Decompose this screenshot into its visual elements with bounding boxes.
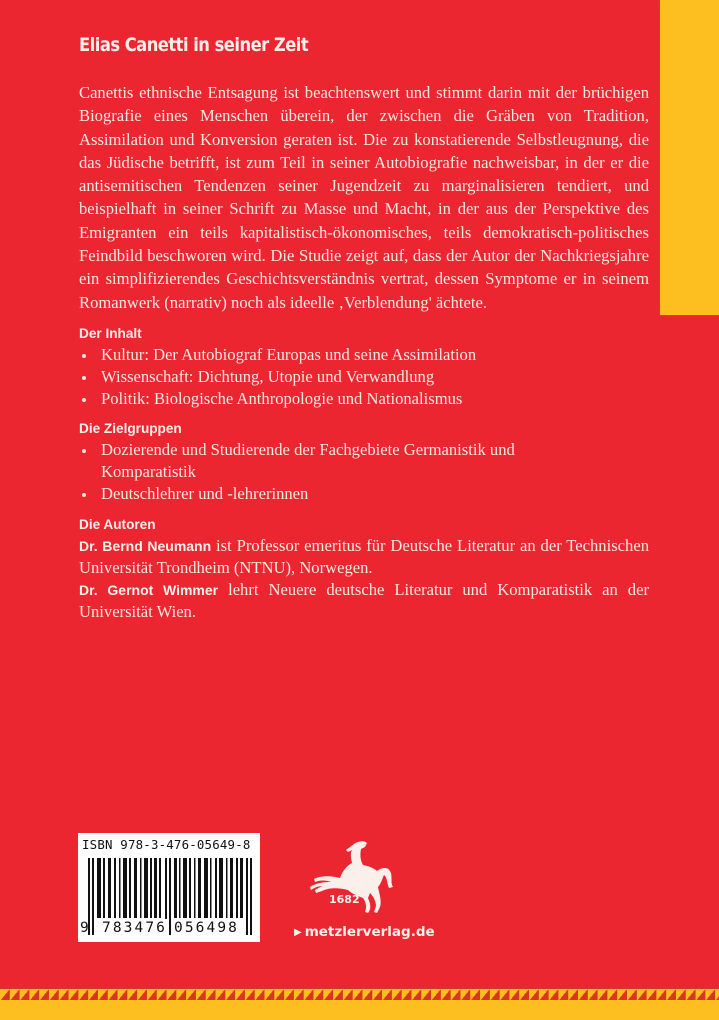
section-heading: Die Autoren xyxy=(79,516,156,532)
description-paragraph: Canettis ethnische Entsagung ist beachtenswert und stimmt darin mit der brüchigen Biografie eines Menschen überein, der zwischen die Gräben von Tradition, Assimilation und Konversion geraten ist. Die zu konstatierende Selbstleugnung, die das Jüdische betrifft, ist zum Teil in seiner Autobiografie nachweisbar, in der er die antisemitischen Tendenzen seiner Jugendzeit zu marginalisieren tendiert, und beispielhaft in seiner Schrift zu Masse und Macht, in der aus der Perspektive des Emigranten ein teils kapitalistisch-ökonomisches, teils demokratisch-politisches Feindbild beschworen wird. Die Studie zeigt auf, dass der Autor der Nachkriegsjahre ein simplifizierendes Geschichtsverständnis vertrat, dessen Symptome er in seinem Romanwerk (narrativ) noch als ideelle ‚Verblendung' ächtete. xyxy=(79,83,649,312)
rearing-horse-icon xyxy=(310,838,395,923)
author-name: Dr. Gernot Wimmer xyxy=(79,581,219,598)
website-url: metzlerverlag.de xyxy=(304,924,435,940)
section-inhalt xyxy=(79,324,649,409)
bottom-yellow-band xyxy=(0,1000,719,1020)
section-heading: Der Inhalt xyxy=(79,325,142,341)
zielgruppen-list xyxy=(79,439,649,504)
book-title: Elias Canetti in seiner Zeit xyxy=(79,34,309,56)
author-entry xyxy=(79,535,649,579)
list-item: Politik: Biologische Anthropologie und Nationalismus xyxy=(79,388,649,410)
publisher-website-link[interactable] xyxy=(294,924,435,940)
section-heading: Die Zielgruppen xyxy=(79,421,182,437)
author-bio: ist Professor emeritus für Deutsche Literatur an der Technischen Universität Trondheim (NTNU), Norwegen. xyxy=(79,535,649,578)
ean-first-digit: 9 xyxy=(80,920,89,936)
author-bio: lehrt Neuere deutsche Literatur und Komparatistik an der Universität Wien. xyxy=(79,579,649,622)
publisher-year: 1682 xyxy=(329,893,360,906)
section-zielgruppen xyxy=(79,419,649,504)
author-entry xyxy=(79,579,649,623)
list-item: Dozierende und Studierende der Fachgebiete Germanistik und Komparatistik xyxy=(79,439,649,483)
list-item: Wissenschaft: Dichtung, Utopie und Verwandlung xyxy=(79,366,649,388)
section-autoren xyxy=(79,515,649,623)
isbn-barcode xyxy=(78,833,260,942)
author-name: Dr. Bernd Neumann xyxy=(79,537,212,554)
back-cover-content xyxy=(79,81,649,623)
inhalt-list xyxy=(79,344,649,409)
list-item: Deutschlehrer und -lehrerinnen xyxy=(79,483,649,505)
isbn-label: ISBN 978-3-476-05649-8 xyxy=(82,837,251,852)
ean-group-1: 783476 xyxy=(102,920,167,936)
yellow-accent-bar xyxy=(660,0,719,315)
list-item: Kultur: Der Autobiograf Europas und seine Assimilation xyxy=(79,344,649,366)
ean-group-2: 056498 xyxy=(174,920,239,936)
play-arrow-icon: ▶ xyxy=(294,926,302,938)
